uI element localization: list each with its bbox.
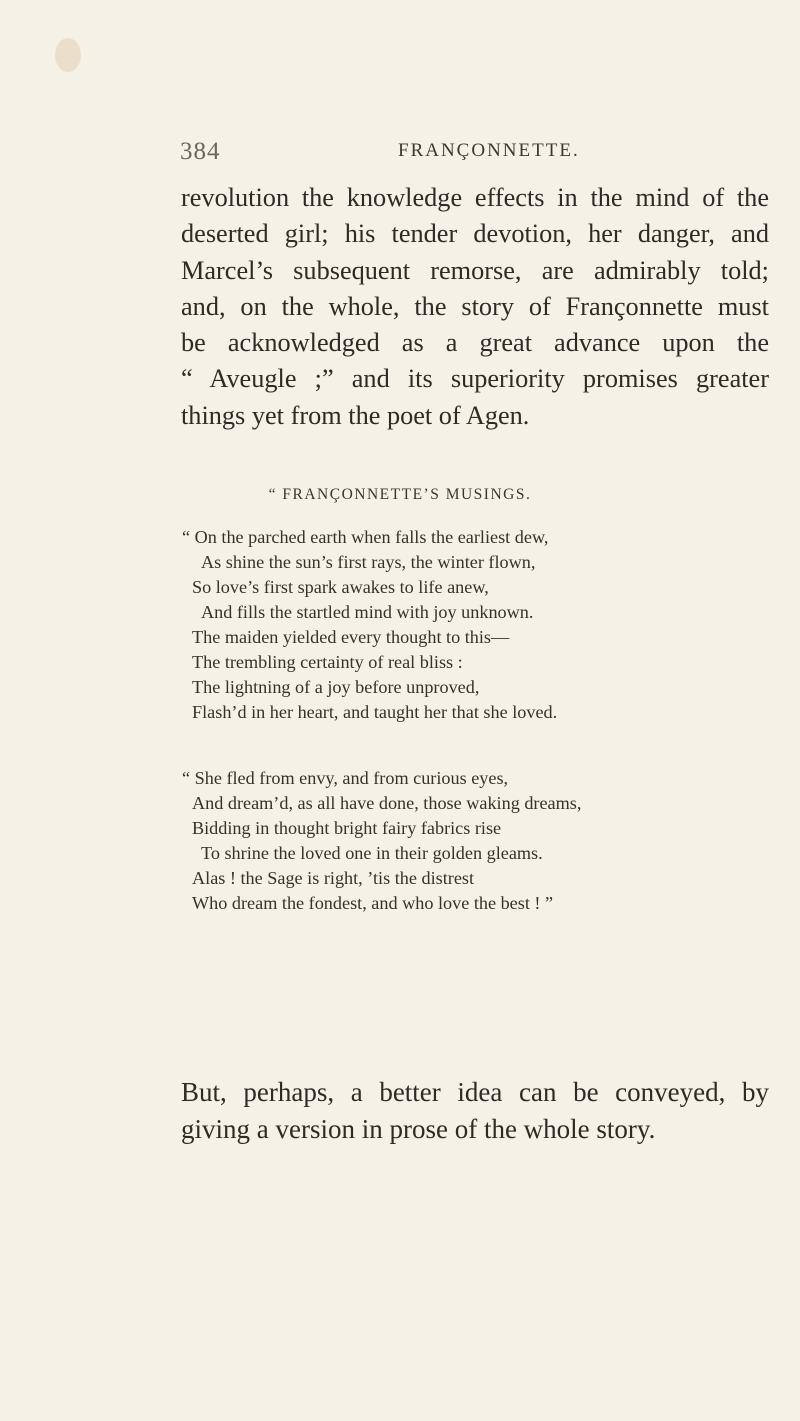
prose-line: and, on the whole, the story of Françonnette must [181, 291, 769, 321]
verse-line: So love’s first spark awakes to life anew, [192, 577, 489, 597]
verse-line: To shrine the loved one in their golden gleams. [201, 843, 543, 863]
page-header [0, 138, 800, 168]
verse-line: As shine the sun’s first rays, the winter flown, [201, 552, 536, 572]
poem-title: “ FRANÇONNETTE’S MUSINGS. [268, 486, 532, 503]
prose-line: “ Aveugle ;” and its superiority promises greater [181, 364, 769, 394]
verse-line: And dream’d, as all have done, those waking dreams, [192, 793, 582, 813]
prose-paragraph-bottom [181, 1074, 769, 1148]
prose-line: But, perhaps, a better idea can be conveyed, by [181, 1077, 769, 1107]
poem-stanza-1 [182, 525, 722, 725]
verse-line: The maiden yielded every thought to this— [192, 627, 510, 647]
verse-line: “ She fled from envy, and from curious eyes, [182, 768, 509, 788]
prose-paragraph-top [181, 180, 769, 434]
prose-line: giving a version in prose of the whole story. [181, 1114, 656, 1144]
verse-line: Alas ! the Sage is right, ’tis the distrest [192, 868, 475, 888]
verse-line: The lightning of a joy before unproved, [192, 677, 480, 697]
prose-line: be acknowledged as a great advance upon the [181, 328, 769, 358]
verse-line: “ On the parched earth when falls the earliest dew, [182, 527, 549, 547]
paper-stain [55, 38, 81, 72]
prose-line: things yet from the poet of Agen. [181, 400, 530, 430]
page-number: 384 [180, 138, 221, 165]
prose-line: deserted girl; his tender devotion, her danger, and [181, 219, 769, 249]
poem-stanza-2 [182, 766, 722, 916]
prose-line: revolution the knowledge effects in the mind of the [181, 183, 769, 212]
prose-line: Marcel’s subsequent remorse, are admirably told; [181, 255, 769, 285]
verse-line: And fills the startled mind with joy unknown. [201, 602, 534, 622]
verse-line: The trembling certainty of real bliss : [192, 652, 463, 672]
verse-line: Bidding in thought bright fairy fabrics rise [192, 818, 502, 838]
verse-line: Flash’d in her heart, and taught her that she loved. [192, 702, 558, 722]
running-title: FRANÇONNETTE. [398, 140, 580, 161]
verse-line: Who dream the fondest, and who love the best ! ” [192, 893, 554, 913]
